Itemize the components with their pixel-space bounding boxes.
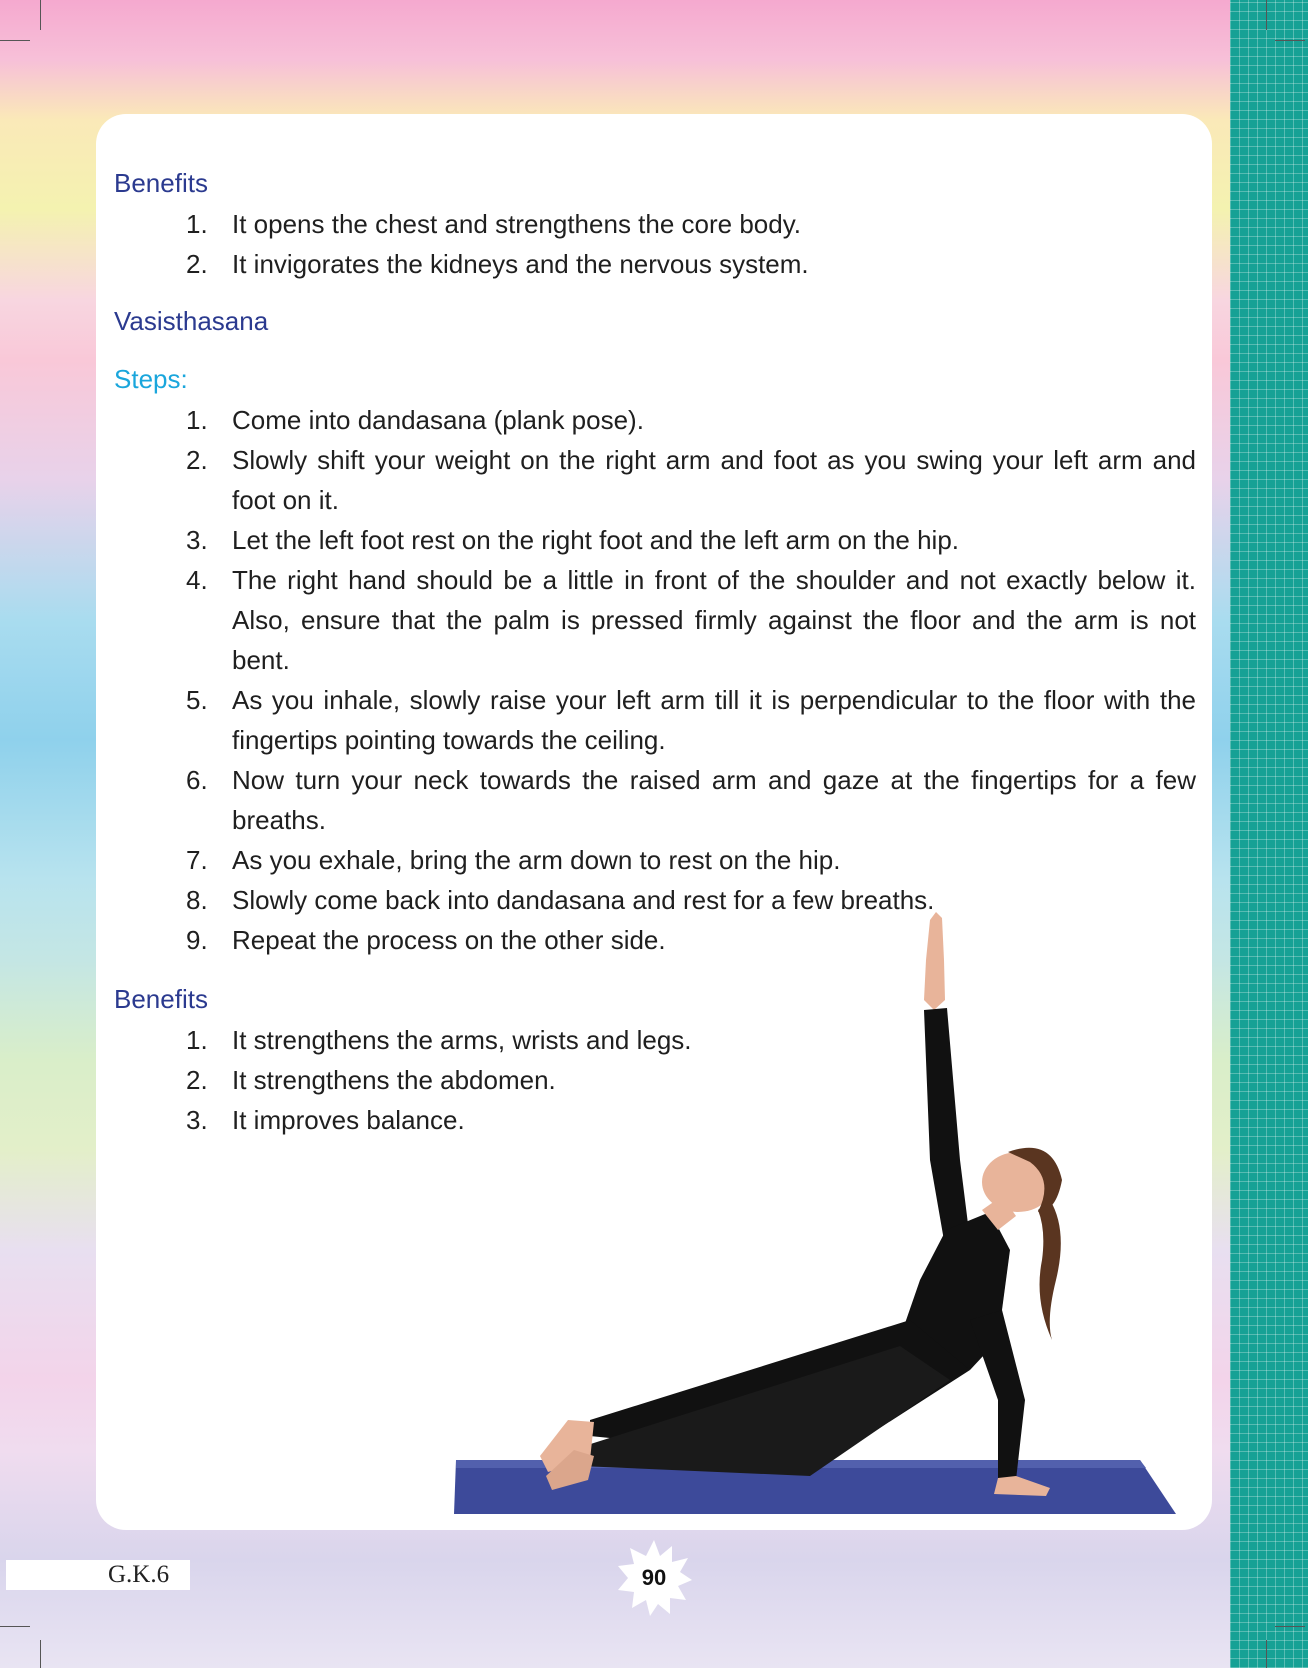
page-number-badge (614, 1538, 694, 1618)
item-text: As you inhale, slowly raise your left arm till it is perpendicular to the floor with the fingertips pointing towards the ceiling. (232, 685, 1196, 755)
item-number: 4. (186, 565, 208, 595)
crop-mark (40, 0, 41, 30)
item-number: 2. (186, 1065, 208, 1095)
list-item (186, 680, 1196, 760)
asana-title: Vasisthasana (114, 306, 269, 336)
item-number: 5. (186, 685, 208, 715)
item-text: It strengthens the abdomen. (232, 1065, 556, 1095)
benefits-list (186, 1020, 1196, 1140)
benefits-heading: Benefits (114, 984, 208, 1014)
benefits-list (186, 204, 1196, 284)
item-number: 1. (186, 405, 208, 435)
item-number: 1. (186, 209, 208, 239)
teal-grid-strip (1230, 0, 1308, 1668)
yoga-side-plank-photo (450, 900, 1190, 1520)
list-item (186, 840, 1196, 880)
item-number: 2. (186, 249, 208, 279)
list-item (186, 400, 1196, 440)
crop-mark (0, 1626, 30, 1627)
item-text: As you exhale, bring the arm down to rest on the hip. (232, 845, 841, 875)
item-number: 2. (186, 445, 208, 475)
page-number: 90 (641, 1565, 667, 1590)
item-text: It opens the chest and strengthens the core body. (232, 209, 802, 239)
item-text: Now turn your neck towards the raised arm and gaze at the fingertips for a few breaths. (232, 765, 1196, 835)
list-item (186, 440, 1196, 520)
crop-mark (1266, 0, 1267, 30)
steps-heading: Steps: (114, 364, 188, 394)
item-text: Repeat the process on the other side. (232, 925, 666, 955)
item-number: 9. (186, 925, 208, 955)
item-number: 8. (186, 885, 208, 915)
list-item (186, 760, 1196, 840)
item-text: Let the left foot rest on the right foot and the left arm on the hip. (232, 525, 960, 555)
list-item (186, 560, 1196, 680)
item-number: 7. (186, 845, 208, 875)
yoga-figure (540, 912, 1062, 1496)
list-item (186, 1020, 1196, 1060)
item-number: 6. (186, 765, 208, 795)
benefits-heading: Benefits (114, 168, 208, 198)
item-number: 3. (186, 1105, 208, 1135)
crop-mark (40, 1640, 41, 1668)
item-text: It strengthens the arms, wrists and legs. (232, 1025, 692, 1055)
item-text: It improves balance. (232, 1105, 465, 1135)
crop-mark (1275, 40, 1305, 41)
item-number: 1. (186, 1025, 208, 1055)
item-number: 3. (186, 525, 208, 555)
list-item (186, 204, 1196, 244)
list-item (186, 244, 1196, 284)
item-text: Slowly come back into dandasana and rest for a few breaths. (232, 885, 935, 915)
item-text: Come into dandasana (plank pose). (232, 405, 644, 435)
book-label: G.K.6 (6, 1560, 190, 1590)
item-text: It invigorates the kidneys and the nervous system. (232, 249, 809, 279)
crop-mark (1275, 1626, 1305, 1627)
list-item (186, 1100, 1196, 1140)
list-item (186, 1060, 1196, 1100)
list-item (186, 520, 1196, 560)
crop-mark (0, 40, 30, 41)
item-text: The right hand should be a little in front of the shoulder and not exactly below it. Also, ensure that the palm is pressed firmly against the floor and the arm is not bent. (232, 565, 1196, 675)
crop-mark (1266, 1640, 1267, 1668)
steps-list (186, 400, 1196, 960)
item-text: Slowly shift your weight on the right arm and foot as you swing your left arm and foot on it. (232, 445, 1196, 515)
